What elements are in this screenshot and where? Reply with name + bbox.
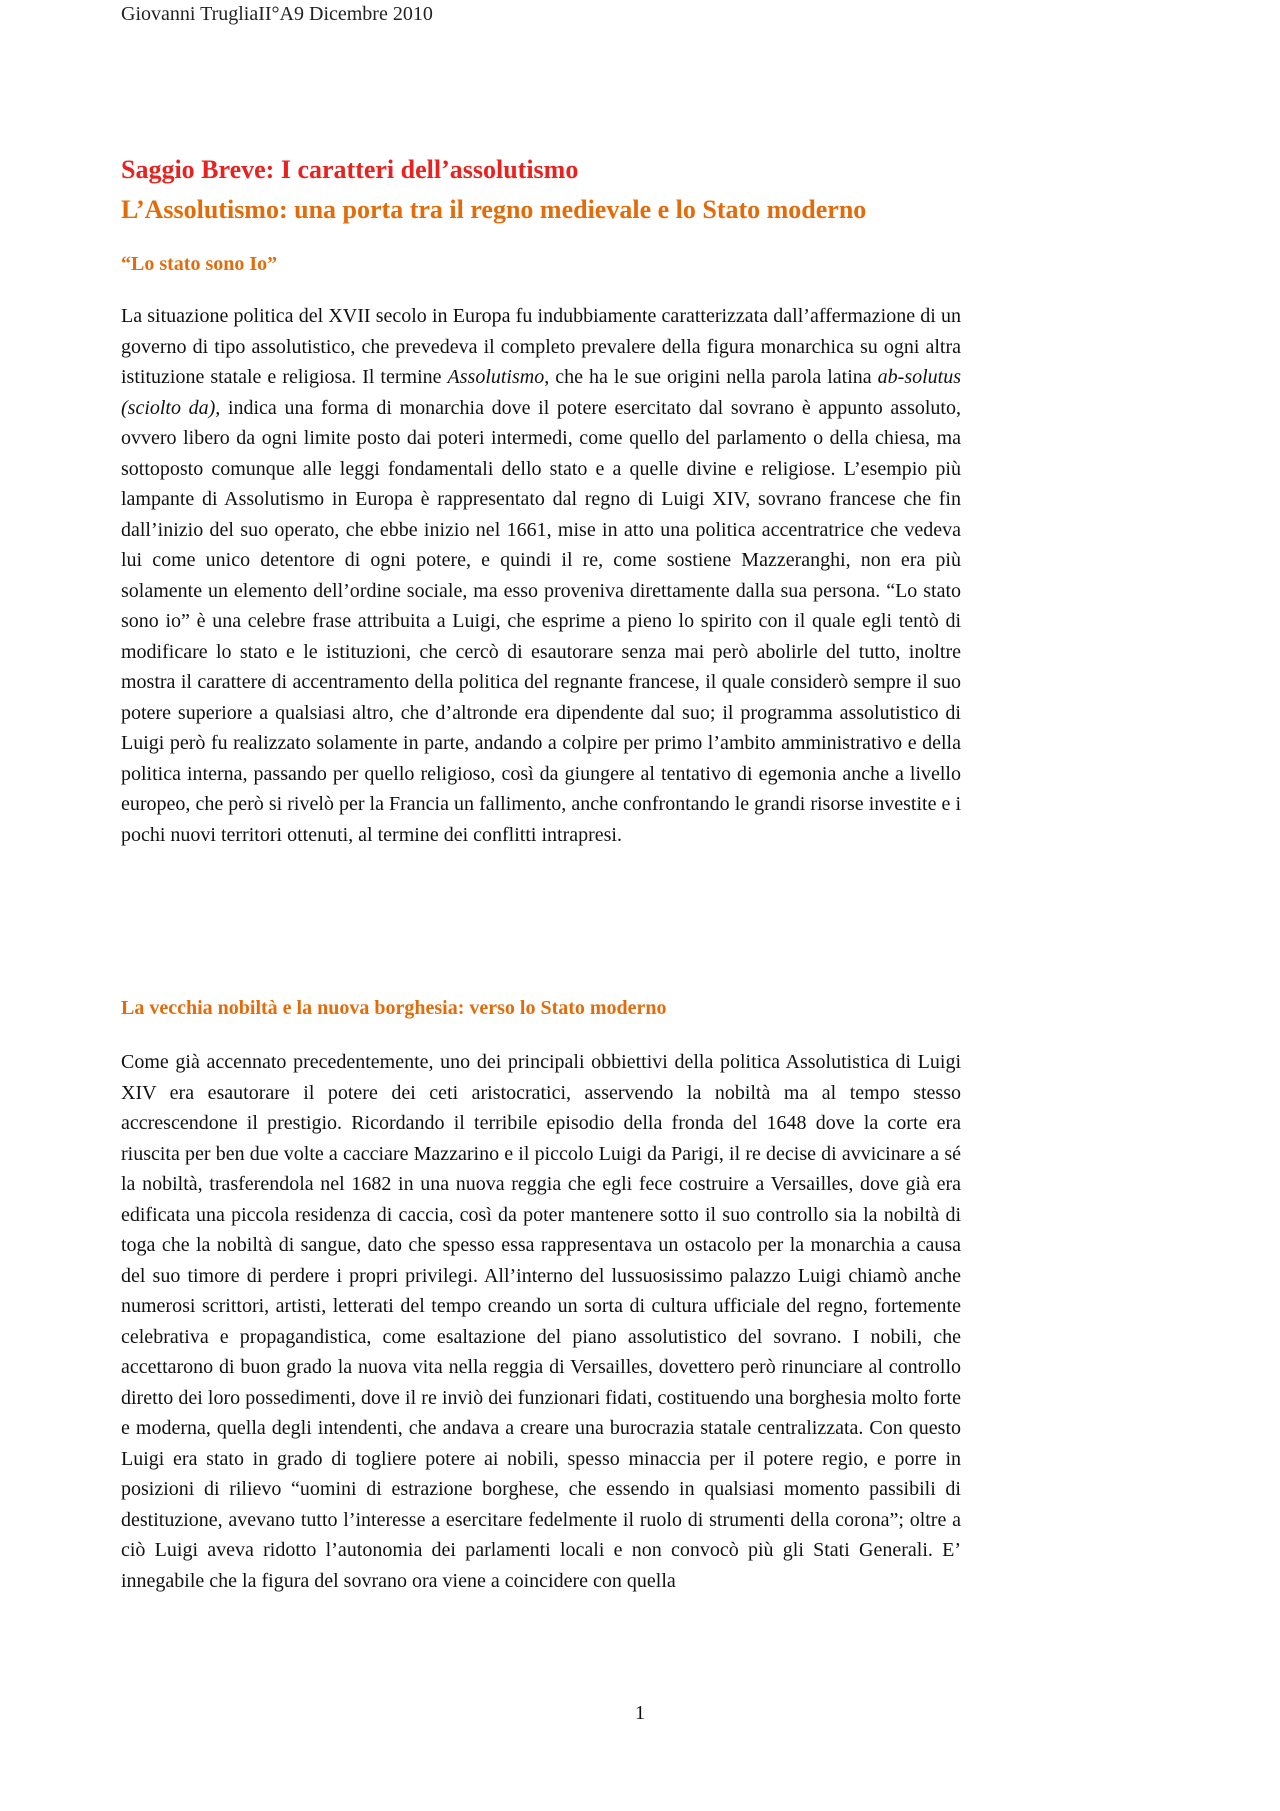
document-subtitle: L’Assolutismo: una porta tra il regno medievale e lo Stato moderno: [121, 195, 867, 224]
title-block: [121, 150, 1001, 230]
section-paragraph-1: [121, 301, 961, 850]
section-heading-nobilta-borghesia: La vecchia nobiltà e la nuova borghesia: verso lo Stato moderno: [121, 997, 667, 1019]
paragraph-text: indica una forma di monarchia dove il potere esercitato dal sovrano è appunto assoluto, ovvero libero da ogni limite posto dai poteri intermedi, come quello del parlamento o della chiesa, ma sottoposto comunque alle leggi fondamentali dello stato e a quelle divine e religiose. L’esempio più lampante di Assolutismo in Europa è rappresentato dal regno di Luigi XIV, sovrano francese che fin dall’inizio del suo operato, che ebbe inizio nel 1661, mise in atto una politica accentratrice che vedeva lui come unico detentore di ogni potere, e quindi il re, come sostiene Mazzeranghi, non era più solamente un elemento dell’ordine sociale, ma esso proveniva direttamente dalla sua persona. “Lo stato sono io” è una celebre frase attribuita a Luigi, che esprime a pieno lo spirito con il quale egli tentò di modificare lo stato e le istituzioni, che cercò di esautorare senza mai però abolirle del tutto, inoltre mostra il carattere di accentramento della politica del regnante francese, il quale considerò sempre il suo potere superiore a qualsiasi altro, che d’altronde era dipendente dal suo; il programma assolutistico di Luigi però fu realizzato solamente in parte, andando a colpire per primo l’ambito amministrativo e della politica interna, passando per quello religioso, così da giungere al tentativo di egemonia anche a livello europeo, che però si rivelò per la Francia un fallimento, anche confrontando le grandi risorse investite e i pochi nuovi territori ottenuti, al termine dei conflitti intrapresi.: [121, 396, 961, 846]
paragraph-text: La situazione politica del XVII secolo in Europa fu indubbiamente caratterizzata dall’affermazione di un governo di tipo assolutistico, che prevedeva il completo prevalere della figura monarchica su ogni altra istituzione statale e religiosa. Il termine: [121, 305, 961, 388]
italic-term: Assolutismo: [447, 366, 545, 388]
page-number: 1: [635, 1702, 645, 1724]
section-paragraph-2: Come già accennato precedentemente, uno dei principali obbiettivi della politica Assolutistica di Luigi XIV era esautorare il potere dei ceti aristocratici, asservendo la nobiltà ma al tempo stesso accrescendone il prestigio. Ricordando il terribile episodio della fronda del 1648 dove la corte era riuscita per ben due volte a cacciare Mazzarino e il piccolo Luigi da Parigi, il re decise di avvicinare a sé la nobiltà, trasferendola nel 1682 in una nuova reggia che egli fece costruire a Versailles, dove già era edificata una piccola residenza di caccia, così da poter mantenere sotto il suo controllo sia la nobiltà di toga che la nobiltà di sangue, dato che spesso essa rappresentava un ostacolo per la monarchia a causa del suo timore di perdere i propri privilegi. All’interno del lussuosissimo palazzo Luigi chiamò anche numerosi scrittori, artisti, letterati del tempo creando un sorta di cultura ufficiale del regno, fortemente celebrativa e propagandistica, come esaltazione del piano assolutistico del sovrano. I nobili, che accettarono di buon grado la nuova vita nella reggia di Versailles, dovettero però rinunciare al controllo diretto dei loro possedimenti, dove il re inviò dei funzionari fidati, costituendo una borghesia molto forte e moderna, quella degli intendenti, che andava a creare una burocrazia statale centralizzata. Con questo Luigi era stato in grado di togliere potere ai nobili, spesso minaccia per il potere regio, e porre in posizioni di rilievo “uomini di estrazione borghese, che essendo in qualsiasi momento passibili di destituzione, avevano tutto l’interesse a esercitare fedelmente il ruolo di strumenti della corona”; oltre a ciò Luigi aveva ridotto l’autonomia dei parlamenti locali e non convocò più gli Stati Generali. E’ innegabile che la figura del sovrano ora viene a coincidere con quella: [121, 1051, 961, 1592]
section-heading-lo-stato-sono-io: “Lo stato sono Io”: [121, 253, 278, 275]
paragraph-text: , che ha le sue origini nella parola latina: [544, 366, 878, 388]
document-title: Saggio Breve: I caratteri dell’assolutismo: [121, 155, 579, 184]
italic-term: ab-solutus (sciolto da),: [121, 366, 961, 419]
page-header: Giovanni TrugliaII°A9 Dicembre 2010: [121, 3, 433, 25]
